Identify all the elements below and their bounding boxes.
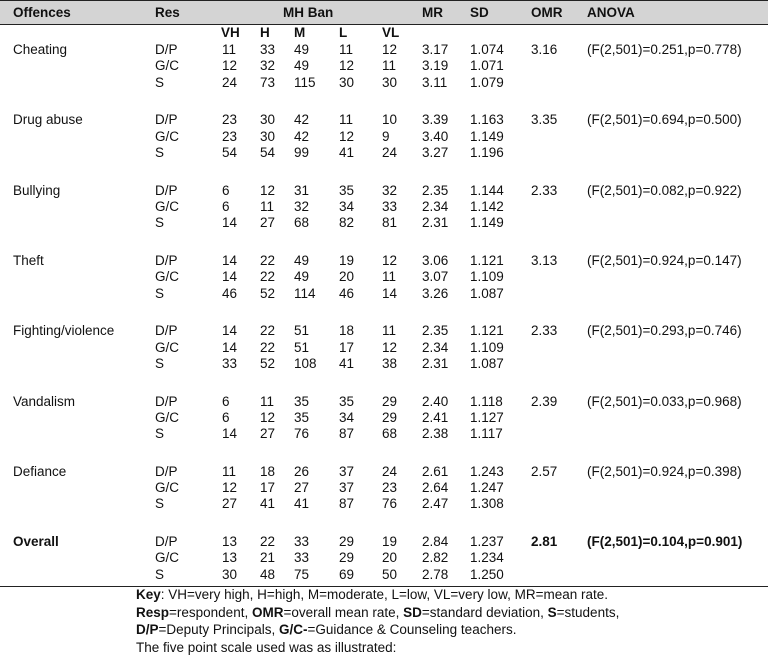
cell-m: 108 <box>294 355 317 371</box>
cell-m: 35 <box>294 393 310 409</box>
cell-mr: 3.06 <box>422 252 449 268</box>
cell-sd: 1.071 <box>470 58 504 74</box>
subheader-m: M <box>294 25 306 40</box>
header-anova: ANOVA <box>587 5 635 20</box>
cell-vl: 38 <box>382 355 398 371</box>
cell-res: G/C <box>155 128 180 144</box>
cell-vl: 11 <box>382 269 397 285</box>
omr-value: 2.81 <box>531 534 558 550</box>
cell-res: S <box>155 355 165 371</box>
cell-h: 27 <box>260 215 276 231</box>
cell-l: 34 <box>339 198 355 214</box>
cell-sd: 1.250 <box>470 566 504 582</box>
cell-sd: 1.074 <box>470 42 504 57</box>
cell-vl: 30 <box>382 74 398 90</box>
cell-vl: 81 <box>382 215 398 231</box>
cell-vl: 19 <box>382 534 398 550</box>
cell-m: 41 <box>294 496 310 512</box>
cell-l: 69 <box>339 566 355 582</box>
cell-res: D/P <box>155 323 178 339</box>
cell-vh: 14 <box>222 215 238 231</box>
cell-res: S <box>155 215 165 231</box>
offence-label: Overall <box>13 534 59 550</box>
cell-vh: 23 <box>222 112 238 128</box>
cell-res: D/P <box>155 252 178 268</box>
cell-sd: 1.109 <box>470 269 504 285</box>
cell-vh: 14 <box>222 426 238 442</box>
cell-vh: 23 <box>222 128 238 144</box>
cell-sd: 1.109 <box>470 339 504 355</box>
cell-vl: 20 <box>382 550 398 566</box>
cell-vl: 29 <box>382 393 398 409</box>
key-line-4 <box>136 639 756 657</box>
cell-res: D/P <box>155 393 178 409</box>
anova-value: (F(2,501)=0.033,p=0.968) <box>587 393 742 409</box>
cell-h: 52 <box>260 355 276 371</box>
cell-h: 22 <box>260 339 276 355</box>
subheader-l: L <box>339 25 348 40</box>
cell-mr: 2.78 <box>422 566 449 582</box>
cell-vl: 14 <box>382 285 398 301</box>
header-band <box>0 0 768 24</box>
key-text: The five point scale used was as illustrated: <box>136 639 397 655</box>
cell-m: 49 <box>294 252 310 268</box>
header-res: Res <box>155 5 180 20</box>
cell-m: 35 <box>294 409 310 425</box>
cell-mr: 2.34 <box>422 198 449 214</box>
cell-vh: 14 <box>222 252 238 268</box>
key-term: OMR <box>251 604 284 620</box>
anova-value: (F(2,501)=0.694,p=0.500) <box>587 112 742 128</box>
key-text: =respondent, <box>169 604 252 620</box>
cell-vh: 13 <box>222 550 238 566</box>
cell-l: 19 <box>339 252 355 268</box>
cell-sd: 1.234 <box>470 550 504 566</box>
cell-m: 42 <box>294 112 310 128</box>
cell-sd: 1.144 <box>470 182 504 198</box>
cell-l: 29 <box>339 550 355 566</box>
cell-vh: 12 <box>222 480 238 496</box>
cell-m: 42 <box>294 128 310 144</box>
key-line-3 <box>136 621 756 639</box>
omr-value: 3.16 <box>531 42 558 57</box>
cell-vl: 12 <box>382 42 398 57</box>
omr-value: 3.13 <box>531 252 558 268</box>
cell-l: 41 <box>339 144 355 160</box>
cell-h: 17 <box>260 480 276 496</box>
cell-mr: 2.31 <box>422 215 449 231</box>
cell-vl: 32 <box>382 182 398 198</box>
key-text: =standard deviation, <box>421 604 548 620</box>
offence-label: Bullying <box>13 182 61 198</box>
offence-label: Drug abuse <box>13 112 83 128</box>
cell-vl: 24 <box>382 144 398 160</box>
cell-sd: 1.142 <box>470 198 504 214</box>
cell-vl: 29 <box>382 409 398 425</box>
cell-sd: 1.121 <box>470 323 504 339</box>
cell-h: 73 <box>260 74 276 90</box>
key-text: =students, <box>556 604 620 620</box>
cell-h: 21 <box>260 550 276 566</box>
cell-mr: 2.64 <box>422 480 449 496</box>
cell-res: D/P <box>155 463 178 479</box>
key-term: G/C- <box>278 622 308 637</box>
cell-m: 33 <box>294 534 310 550</box>
cell-mr: 2.35 <box>422 323 449 339</box>
cell-m: 76 <box>294 426 310 442</box>
anova-value: (F(2,501)=0.251,p=0.778) <box>587 42 742 57</box>
cell-mr: 3.27 <box>422 144 449 160</box>
cell-vh: 6 <box>222 182 230 198</box>
cell-vl: 10 <box>382 112 398 128</box>
cell-mr: 2.40 <box>422 393 449 409</box>
anova-value: (F(2,501)=0.104,p=0.901) <box>587 534 743 550</box>
cell-vh: 30 <box>222 566 238 582</box>
omr-value: 2.33 <box>531 182 558 198</box>
cell-vh: 6 <box>222 409 230 425</box>
offence-label: Defiance <box>13 463 67 479</box>
cell-res: G/C <box>155 58 180 74</box>
cell-sd: 1.237 <box>470 534 504 550</box>
cell-m: 75 <box>294 566 310 582</box>
cell-l: 20 <box>339 269 355 285</box>
cell-vh: 54 <box>222 144 238 160</box>
cell-l: 12 <box>339 58 355 74</box>
cell-l: 41 <box>339 355 355 371</box>
key-line-1 <box>136 586 756 604</box>
cell-h: 22 <box>260 534 276 550</box>
key-term: SD <box>403 604 422 620</box>
omr-value: 2.57 <box>531 463 558 479</box>
cell-vl: 76 <box>382 496 398 512</box>
omr-value: 3.35 <box>531 112 558 128</box>
cell-sd: 1.149 <box>470 128 504 144</box>
key-text: =Deputy Principals, <box>158 622 279 637</box>
cell-mr: 2.35 <box>422 182 449 198</box>
cell-mr: 2.38 <box>422 426 449 442</box>
subheader-vl: VL <box>382 25 400 40</box>
header-omr: OMR <box>531 5 563 20</box>
cell-vl: 50 <box>382 566 398 582</box>
cell-m: 49 <box>294 58 310 74</box>
header-mr: MR <box>422 5 443 20</box>
cell-l: 11 <box>339 112 354 128</box>
cell-vl: 12 <box>382 339 398 355</box>
key-term: Key <box>136 587 161 602</box>
cell-mr: 2.82 <box>422 550 449 566</box>
cell-vl: 24 <box>382 463 398 479</box>
cell-res: S <box>155 144 165 160</box>
cell-l: 12 <box>339 128 355 144</box>
offence-label: Fighting/violence <box>13 323 115 339</box>
key-text: =Guidance & Counseling teachers. <box>307 622 517 637</box>
cell-vh: 27 <box>222 496 238 512</box>
cell-m: 26 <box>294 463 310 479</box>
cell-h: 22 <box>260 323 276 339</box>
cell-l: 11 <box>339 42 354 57</box>
anova-value: (F(2,501)=0.082,p=0.922) <box>587 182 742 198</box>
key-text: =overall mean rate, <box>283 604 404 620</box>
cell-m: 33 <box>294 550 310 566</box>
cell-l: 34 <box>339 409 355 425</box>
cell-h: 27 <box>260 426 276 442</box>
key-line-2 <box>136 604 756 622</box>
table-key <box>136 586 756 656</box>
subheader-h: H <box>260 25 270 40</box>
cell-res: G/C <box>155 409 180 425</box>
cell-l: 18 <box>339 323 355 339</box>
subheader-vh: VH <box>221 25 240 40</box>
cell-sd: 1.196 <box>470 144 504 160</box>
header-mh-ban: MH Ban <box>283 5 334 20</box>
cell-res: G/C <box>155 339 180 355</box>
cell-h: 12 <box>260 182 276 198</box>
cell-vh: 11 <box>222 463 237 479</box>
cell-sd: 1.121 <box>470 252 504 268</box>
cell-h: 11 <box>260 198 275 214</box>
cell-l: 82 <box>339 215 355 231</box>
cell-vh: 12 <box>222 58 238 74</box>
anova-value: (F(2,501)=0.293,p=0.746) <box>587 323 742 339</box>
cell-h: 54 <box>260 144 276 160</box>
cell-l: 30 <box>339 74 355 90</box>
cell-vl: 11 <box>382 58 397 74</box>
omr-value: 2.39 <box>531 393 558 409</box>
cell-h: 22 <box>260 269 276 285</box>
cell-res: G/C <box>155 550 180 566</box>
cell-vh: 11 <box>222 42 237 57</box>
cell-mr: 2.34 <box>422 339 449 355</box>
cell-h: 52 <box>260 285 276 301</box>
offence-label: Theft <box>13 252 44 268</box>
cell-vh: 6 <box>222 393 230 409</box>
cell-res: S <box>155 426 165 442</box>
cell-res: D/P <box>155 182 178 198</box>
cell-h: 30 <box>260 112 276 128</box>
offence-label: Cheating <box>13 42 68 57</box>
cell-h: 32 <box>260 58 276 74</box>
cell-l: 17 <box>339 339 355 355</box>
cell-h: 30 <box>260 128 276 144</box>
cell-vl: 33 <box>382 198 398 214</box>
cell-sd: 1.117 <box>470 426 503 442</box>
cell-mr: 3.39 <box>422 112 449 128</box>
cell-mr: 3.40 <box>422 128 449 144</box>
cell-sd: 1.127 <box>470 409 504 425</box>
cell-mr: 3.07 <box>422 269 449 285</box>
cell-m: 99 <box>294 144 310 160</box>
cell-sd: 1.308 <box>470 496 504 512</box>
cell-h: 11 <box>260 393 275 409</box>
cell-l: 37 <box>339 480 355 496</box>
cell-h: 12 <box>260 409 276 425</box>
cell-res: S <box>155 285 165 301</box>
omr-value: 2.33 <box>531 323 558 339</box>
cell-m: 115 <box>294 74 316 90</box>
cell-h: 33 <box>260 42 276 57</box>
cell-mr: 2.31 <box>422 355 449 371</box>
cell-mr: 3.17 <box>422 42 449 57</box>
cell-l: 29 <box>339 534 355 550</box>
cell-vl: 12 <box>382 252 398 268</box>
header-offences: Offences <box>13 5 71 20</box>
cell-m: 31 <box>294 182 310 198</box>
cell-l: 35 <box>339 182 355 198</box>
cell-vh: 14 <box>222 323 238 339</box>
cell-m: 51 <box>294 323 310 339</box>
cell-mr: 3.26 <box>422 285 449 301</box>
cell-sd: 1.087 <box>470 355 504 371</box>
cell-mr: 3.19 <box>422 58 449 74</box>
key-term: D/P <box>136 622 159 637</box>
cell-h: 18 <box>260 463 276 479</box>
offence-label: Vandalism <box>13 393 76 409</box>
cell-res: S <box>155 496 165 512</box>
cell-sd: 1.243 <box>470 463 504 479</box>
cell-vl: 68 <box>382 426 398 442</box>
cell-h: 41 <box>260 496 276 512</box>
cell-sd: 1.247 <box>470 480 504 496</box>
cell-vh: 6 <box>222 198 230 214</box>
cell-m: 49 <box>294 42 310 57</box>
anova-value: (F(2,501)=0.924,p=0.147) <box>587 252 742 268</box>
cell-m: 51 <box>294 339 310 355</box>
top-rule <box>0 0 768 1</box>
cell-vh: 24 <box>222 74 238 90</box>
cell-vl: 23 <box>382 480 398 496</box>
cell-l: 46 <box>339 285 355 301</box>
cell-mr: 2.41 <box>422 409 449 425</box>
cell-res: G/C <box>155 480 180 496</box>
cell-m: 32 <box>294 198 310 214</box>
cell-sd: 1.087 <box>470 285 504 301</box>
key-text: : VH=very high, H=high, M=moderate, L=low, VL=very low, MR=mean rate. <box>160 587 608 602</box>
cell-m: 27 <box>294 480 310 496</box>
cell-m: 49 <box>294 269 310 285</box>
anova-value: (F(2,501)=0.924,p=0.398) <box>587 463 742 479</box>
header-sd: SD <box>470 5 489 20</box>
cell-vl: 9 <box>382 128 390 144</box>
cell-res: S <box>155 566 165 582</box>
cell-vl: 11 <box>382 323 397 339</box>
cell-res: D/P <box>155 112 178 128</box>
cell-sd: 1.079 <box>470 74 504 90</box>
cell-m: 68 <box>294 215 310 231</box>
cell-l: 35 <box>339 393 355 409</box>
cell-res: D/P <box>155 42 178 57</box>
cell-h: 22 <box>260 252 276 268</box>
cell-l: 87 <box>339 496 355 512</box>
cell-mr: 2.61 <box>422 463 449 479</box>
cell-l: 37 <box>339 463 355 479</box>
cell-res: S <box>155 74 165 90</box>
key-term: S <box>547 604 557 620</box>
cell-vh: 46 <box>222 285 238 301</box>
key-term: Resp <box>136 604 170 620</box>
cell-vh: 33 <box>222 355 238 371</box>
cell-sd: 1.149 <box>470 215 504 231</box>
cell-mr: 2.84 <box>422 534 449 550</box>
cell-m: 114 <box>294 285 316 301</box>
cell-res: D/P <box>155 534 178 550</box>
cell-l: 87 <box>339 426 355 442</box>
cell-sd: 1.163 <box>470 112 504 128</box>
cell-h: 48 <box>260 566 276 582</box>
cell-sd: 1.118 <box>470 393 503 409</box>
cell-res: G/C <box>155 198 180 214</box>
cell-vh: 14 <box>222 339 238 355</box>
cell-mr: 2.47 <box>422 496 449 512</box>
cell-res: G/C <box>155 269 180 285</box>
cell-mr: 3.11 <box>422 74 448 90</box>
cell-vh: 14 <box>222 269 238 285</box>
cell-vh: 13 <box>222 534 238 550</box>
